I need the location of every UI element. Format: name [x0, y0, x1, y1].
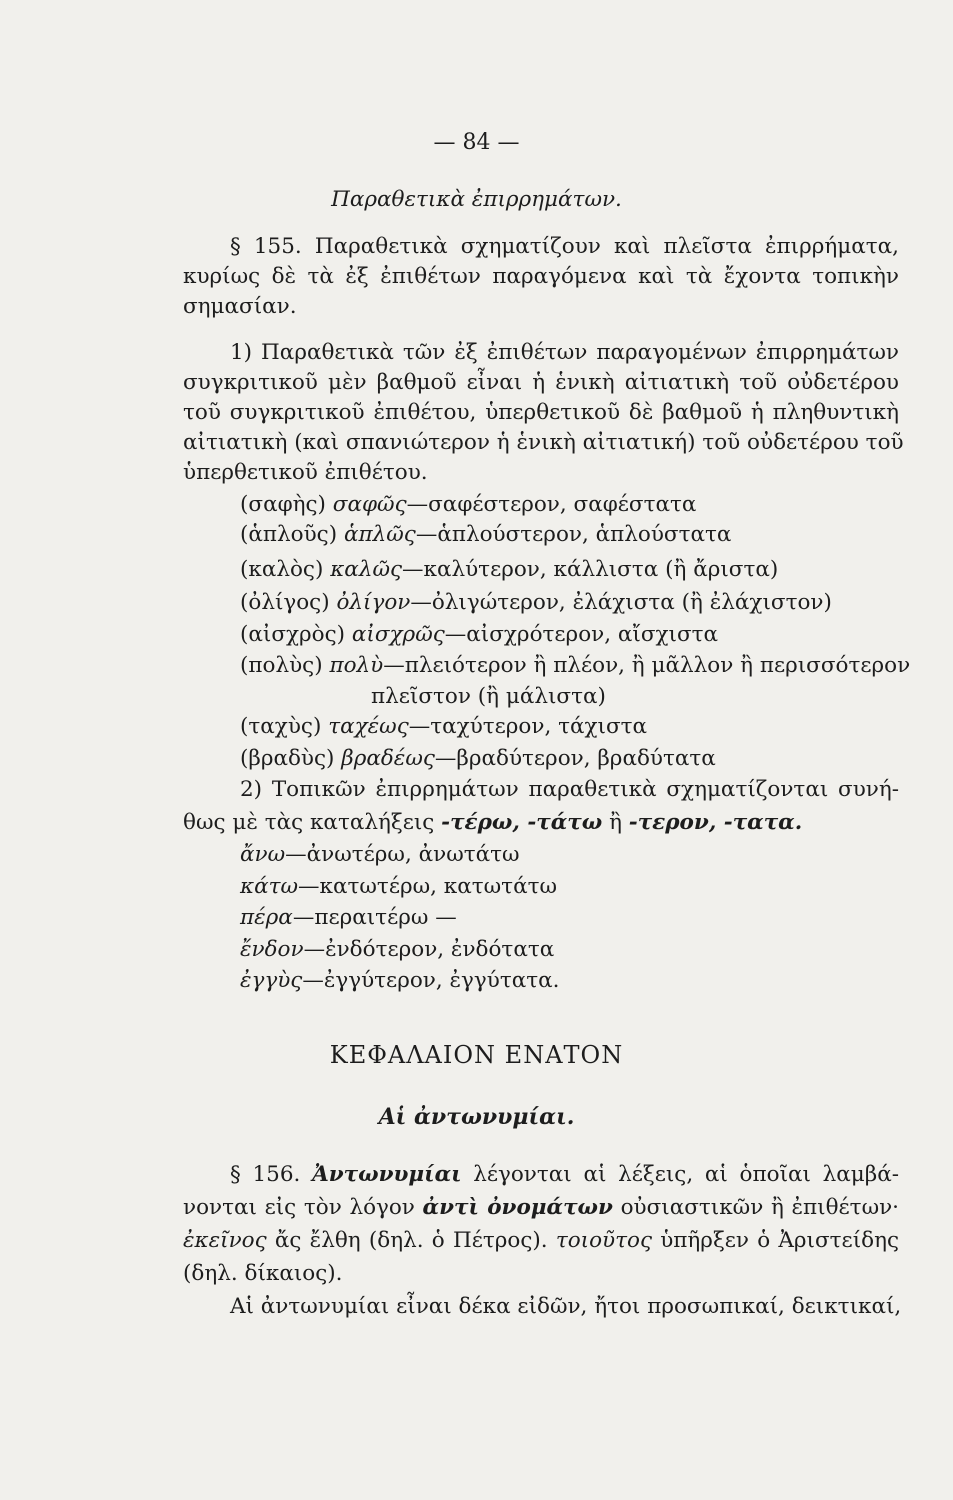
point-2-text: θως μὲ τὰς καταλήξεις: [183, 810, 442, 835]
example-adverb: ταχέως: [328, 714, 409, 739]
point-1-line: ὑπερθετικοῦ ἐπιθέτου.: [183, 460, 428, 485]
paragraph-156-text: λέγονται αἱ λέξεις, αἱ ὁποῖαι λαμβά-: [461, 1162, 899, 1187]
example-row: [240, 588, 832, 618]
example-adjective: (πολὺς): [240, 653, 323, 678]
example-row: [240, 651, 910, 681]
paragraph-155-line: κυρίως δὲ τὰ ἐξ ἐπιθέτων παραγόμενα καὶ τὰ ἔχοντα τοπικὴν: [183, 264, 899, 289]
paragraph-156-line: (δηλ. δίκαιος).: [183, 1261, 343, 1286]
example-adjective: (καλὸς): [240, 557, 324, 582]
key-term: Ἀντωνυμίαι: [312, 1162, 462, 1187]
example-row: [240, 935, 554, 965]
example-adverb: σαφῶς: [332, 492, 407, 517]
example-word: τοιοῦτος: [555, 1228, 652, 1253]
example-row: [240, 520, 731, 550]
example-forms: —καλύτερον, κάλλιστα (ἢ ἄριστα): [402, 557, 779, 582]
example-word: ἐκεῖνος: [183, 1228, 267, 1253]
example-forms: —ταχύτερον, τάχιστα: [408, 714, 648, 739]
example-adverb: ἄνω: [240, 842, 286, 867]
paragraph-156-text: ἄς ἔλθη (δηλ. ὁ Πέτρος).: [266, 1228, 556, 1253]
example-row: [240, 620, 718, 650]
paragraph-156-number: § 156.: [230, 1162, 313, 1187]
example-adverb: καλῶς: [330, 557, 403, 582]
example-adjective: (ταχὺς): [240, 714, 322, 739]
example-forms: —ἁπλούστερον, ἁπλούστατα: [415, 522, 732, 547]
paragraph-155-line: σημασίαν.: [183, 294, 297, 319]
example-adjective: (ὀλίγος): [240, 590, 330, 615]
example-row: [240, 712, 647, 742]
example-forms: —ἐγγύτερον, ἐγγύτατα.: [302, 968, 560, 993]
example-adjective: (αἰσχρὸς): [240, 622, 346, 647]
example-adverb: ἐγγὺς: [240, 968, 303, 993]
paragraph-156-text: οὐσιαστικῶν ἢ ἐπιθέτων·: [612, 1195, 900, 1220]
example-adverb: ἔνδον: [240, 937, 304, 962]
example-adjective: (βραδὺς): [240, 746, 335, 771]
point-2-line: [183, 808, 802, 838]
paragraph-156-line: [230, 1160, 899, 1190]
example-forms: —ἀνωτέρω, ἀνωτάτω: [285, 842, 520, 867]
example-adverb: κάτω: [240, 874, 299, 899]
example-continuation: πλεῖστον (ἢ μάλιστα): [371, 684, 606, 709]
example-adverb: ἁπλῶς: [343, 522, 416, 547]
example-row: [240, 840, 520, 870]
example-adverb: βραδέως: [341, 746, 435, 771]
example-row: [240, 903, 457, 933]
paragraph-156-line: [183, 1193, 899, 1223]
paragraph-156-text: νονται εἰς τὸν λόγον: [183, 1195, 423, 1220]
example-forms: —ὀλιγώτερον, ἐλάχιστα (ἢ ἐλάχιστον): [410, 590, 832, 615]
section-heading: Παραθετικὰ ἐπιρρημάτων.: [331, 187, 622, 212]
chapter-subtitle: Αἱ ἀντωνυμίαι.: [378, 1104, 575, 1130]
point-2-or: ἢ: [602, 810, 629, 835]
example-forms: —βραδύτερον, βραδύτατα: [434, 746, 716, 771]
chapter-title: ΚΕΦΑΛΑΙΟΝ ΕΝΑΤΟΝ: [329, 1041, 624, 1069]
example-adverb: πέρα: [240, 905, 293, 930]
point-2-line: 2) Τοπικῶν ἐπιρρημάτων παραθετικὰ σχηματίζονται συνή-: [240, 777, 899, 802]
example-forms: —πλειότερον ἢ πλέον, ἢ μᾶλλον ἢ περισσότερον: [383, 653, 911, 678]
example-forms: —αἰσχρότερον, αἴσχιστα: [444, 622, 719, 647]
page-number: — 84 —: [433, 130, 520, 155]
example-row: [240, 872, 557, 902]
example-forms: —ἐνδότερον, ἐνδότατα: [303, 937, 555, 962]
example-row: [240, 555, 778, 585]
point-1-line: αἰτιατικὴ (καὶ σπανιώτερον ἡ ἑνικὴ αἰτιατική) τοῦ οὐδετέρου τοῦ: [183, 430, 904, 455]
ending-terms: -τέρω, -τάτω: [441, 810, 603, 835]
paragraph-156-text: ὑπῆρξεν ὁ Ἀριστείδης: [652, 1228, 899, 1253]
example-forms: —περαιτέρω —: [292, 905, 457, 930]
example-adverb: ὀλίγον: [336, 590, 411, 615]
paragraph-156-line: Αἱ ἀντωνυμίαι εἶναι δέκα εἰδῶν, ἤτοι προσωπικαί, δεικτικαί,: [230, 1294, 902, 1319]
example-forms: —κατωτέρω, κατωτάτω: [298, 874, 558, 899]
paragraph-155-line: § 155. Παραθετικὰ σχηματίζουν καὶ πλεῖστα ἐπιρρήματα,: [230, 234, 899, 259]
example-adverb: πολὺ: [329, 653, 384, 678]
key-term: ἀντὶ ὀνομάτων: [422, 1195, 613, 1220]
ending-terms: -τερον, -τατα.: [628, 810, 803, 835]
example-adverb: αἰσχρῶς: [351, 622, 445, 647]
point-1-line: συγκριτικοῦ μὲν βαθμοῦ εἶναι ἡ ἑνικὴ αἰτιατικὴ τοῦ οὐδετέρου: [183, 370, 899, 395]
point-1-line: 1) Παραθετικὰ τῶν ἐξ ἐπιθέτων παραγομένων ἐπιρρημάτων: [230, 340, 899, 365]
example-row: [240, 490, 696, 520]
example-row: [240, 744, 716, 774]
example-forms: —σαφέστερον, σαφέστατα: [406, 492, 697, 517]
point-1-line: τοῦ συγκριτικοῦ ἐπιθέτου, ὑπερθετικοῦ δὲ βαθμοῦ ἡ πληθυντικὴ: [183, 400, 899, 425]
example-adjective: (σαφὴς): [240, 492, 326, 517]
paragraph-156-line: [183, 1226, 899, 1256]
example-row: [240, 966, 560, 996]
example-adjective: (ἁπλοῦς): [240, 522, 338, 547]
